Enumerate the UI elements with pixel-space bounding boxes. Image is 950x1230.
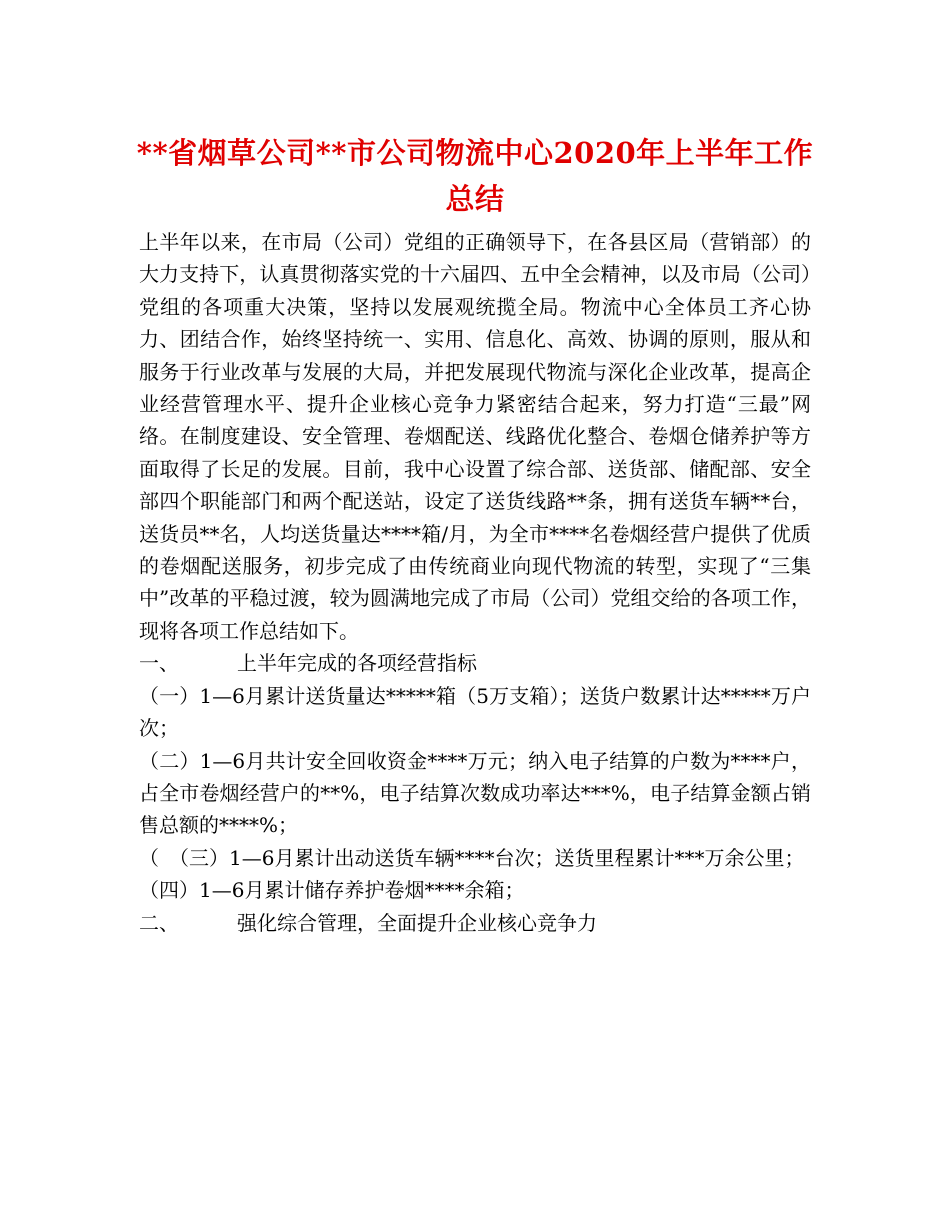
- section-heading-1: [139, 647, 811, 679]
- section-title-1: 上半年完成的各项经营指标: [237, 651, 477, 676]
- list-item: （二）1—6月共计安全回收资金****万元；纳入电子结算的户数为****户，占全市卷烟经营户的**%，电子结算次数成功率达***%，电子结算金额占销售总额的****%；: [139, 748, 811, 838]
- section-title-2: 强化综合管理，全面提升企业核心竞争力: [237, 910, 597, 935]
- document-body: [139, 226, 811, 939]
- list-item: （四）1—6月累计储存养护卷烟****余箱；: [139, 878, 525, 903]
- intro-paragraph: 上半年以来，在市局（公司）党组的正确领导下，在各县区局（营销部）的大力支持下，认真贯彻落实党的十六届四、五中全会精神，以及市局（公司）党组的各项重大决策，坚持以发展观统揽全局。物流中心全体员工齐心协力、团结合作，始终坚持统一、实用、信息化、高效、协调的原则，服从和服务于行业改革与发展的大局，并把发展现代物流与深化企业改革，提高企业经营管理水平、提升企业核心竞争力紧密结合起来，努力打造“三最”网络。在制度建设、安全管理、卷烟配送、线路优化整合、卷烟仓储养护等方面取得了长足的发展。目前，我中心设置了综合部、送货部、储配部、安全部四个职能部门和两个配送站，设定了送货线路**条，拥有送货车辆**台，送货员**名，人均送货量达****箱/月，为全市****名卷烟经营户提供了优质的卷烟配送服务，初步完成了由传统商业向现代物流的转型，实现了“三集中”改革的平稳过渡，较为圆满地完成了市局（公司）党组交给的各项工作，现将各项工作总结如下。: [139, 230, 811, 643]
- list-item: （一）1—6月累计送货量达*****箱（5万支箱）；送货户数累计达*****万户次；: [139, 683, 811, 741]
- list-item: （ （三）1—6月累计出动送货车辆****台次；送货里程累计***万余公里；: [139, 845, 805, 870]
- section-number-2: 二、: [139, 910, 179, 935]
- section-heading-2: [139, 907, 811, 939]
- document-title: **省烟草公司**市公司物流中心2020年上半年工作总结: [136, 136, 814, 216]
- section-number-1: 一、: [139, 651, 179, 676]
